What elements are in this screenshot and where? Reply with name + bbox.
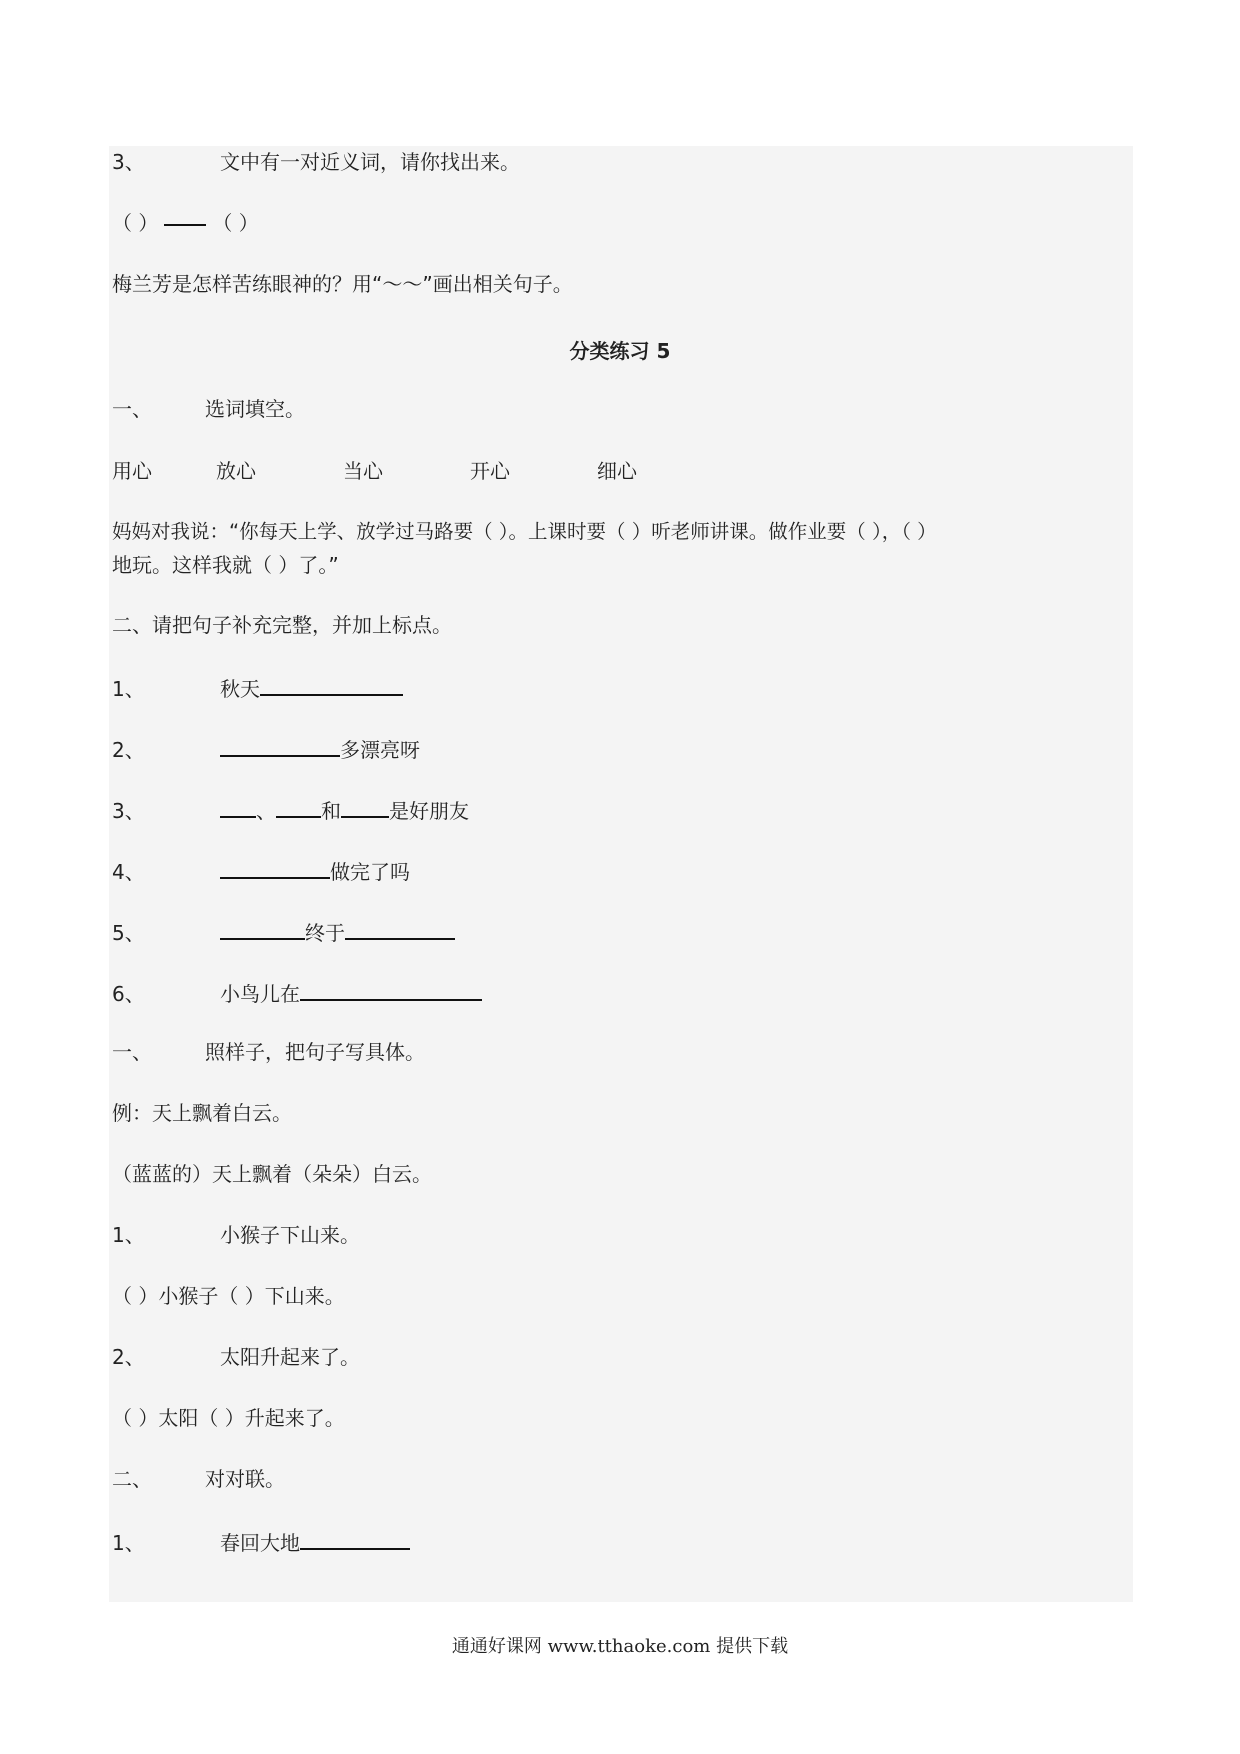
question-4: [112, 270, 573, 298]
couplet-item-1: [112, 1526, 410, 1557]
item-text: 做完了吗: [330, 860, 410, 884]
item-text: 秋天: [220, 677, 260, 701]
fill-item-2: [112, 733, 420, 764]
word-choice: 开心: [470, 459, 510, 483]
item-text: 终于: [305, 921, 345, 945]
pair-left-blank: （ ）: [112, 211, 159, 235]
item-number: 3、: [112, 799, 145, 823]
example-sentence: 例：天上飘着白云。: [112, 1101, 292, 1125]
part2-heading: 二、请把句子补充完整，并加上标点。: [112, 613, 452, 637]
example-answer: （蓝蓝的）天上飘着（朵朵）白云。: [112, 1162, 432, 1186]
answer-blank: [220, 794, 256, 818]
synonym-pair-blanks: [112, 209, 259, 237]
question-text: 文中有一对近义词，请你找出来。: [220, 150, 520, 174]
word-choice: 当心: [343, 459, 383, 483]
item-text: 春回大地: [220, 1531, 300, 1555]
part-number: 二、: [112, 1467, 152, 1491]
answer-blank: [341, 794, 389, 818]
fill-item-4: [112, 855, 410, 886]
part3-heading: [112, 1038, 425, 1066]
answer-blank: [276, 794, 321, 818]
fill-item-3: [112, 794, 469, 825]
question-text: 梅兰芳是怎样苦练眼神的？用“～～”画出相关句子。: [112, 272, 573, 296]
word-choice: 用心: [112, 459, 152, 483]
part4-heading: [112, 1465, 285, 1493]
item-number: 2、: [112, 1345, 145, 1369]
item-text: 是好朋友: [389, 799, 469, 823]
passage-line-2: 地玩。这样我就（ ）了。”: [112, 553, 339, 577]
word-choices: [112, 457, 637, 485]
item-number: 1、: [112, 1223, 145, 1247]
pair-dash: [164, 224, 206, 226]
answer-blank: [300, 977, 482, 1001]
fill-item-1: [112, 672, 403, 703]
part-heading: 对对联。: [205, 1467, 285, 1491]
item-separator: 和: [321, 799, 341, 823]
answer-blank: [260, 672, 403, 696]
part-heading: 选词填空。: [205, 397, 305, 421]
item-number: 2、: [112, 738, 145, 762]
part1-heading: [112, 395, 305, 423]
answer-blank: [220, 733, 340, 757]
item-number: 1、: [112, 1531, 145, 1555]
fill-item-5: [112, 916, 455, 947]
answer-blank: [300, 1526, 410, 1550]
item-text: 太阳升起来了。: [220, 1345, 360, 1369]
word-choice: 放心: [216, 459, 256, 483]
expand-question-1: [112, 1221, 360, 1249]
item-number: 1、: [112, 677, 145, 701]
word-choice: 细心: [597, 459, 637, 483]
page-footer: 通通好课网 www.tthaoke.com 提供下载: [451, 1636, 789, 1657]
section-title: 分类练习 5: [569, 339, 671, 363]
part-number: 一、: [112, 397, 152, 421]
answer-blank: [345, 916, 455, 940]
item-number: 6、: [112, 982, 145, 1006]
passage-line-1: 妈妈对我说：“你每天上学、放学过马路要（ ）。上课时要（ ）听老师讲课。做作业要（ ），（ ）: [112, 520, 937, 543]
item-separator: 、: [256, 799, 276, 823]
question-number: 3、: [112, 150, 145, 174]
expand-question-2: [112, 1343, 360, 1371]
item-text: 小鸟儿在: [220, 982, 300, 1006]
item-text: 小猴子下山来。: [220, 1223, 360, 1247]
answer-blank: [220, 916, 305, 940]
item-number: 5、: [112, 921, 145, 945]
pair-right-blank: （ ）: [212, 211, 259, 235]
part-number: 一、: [112, 1040, 152, 1064]
part-heading: 照样子，把句子写具体。: [205, 1040, 425, 1064]
expand-fill-1: （ ）小猴子（ ）下山来。: [112, 1284, 345, 1308]
item-text: 多漂亮呀: [340, 738, 420, 762]
question-3: [112, 148, 520, 176]
answer-blank: [220, 855, 330, 879]
fill-item-6: [112, 977, 482, 1008]
item-number: 4、: [112, 860, 145, 884]
expand-fill-2: （ ）太阳（ ）升起来了。: [112, 1406, 345, 1430]
